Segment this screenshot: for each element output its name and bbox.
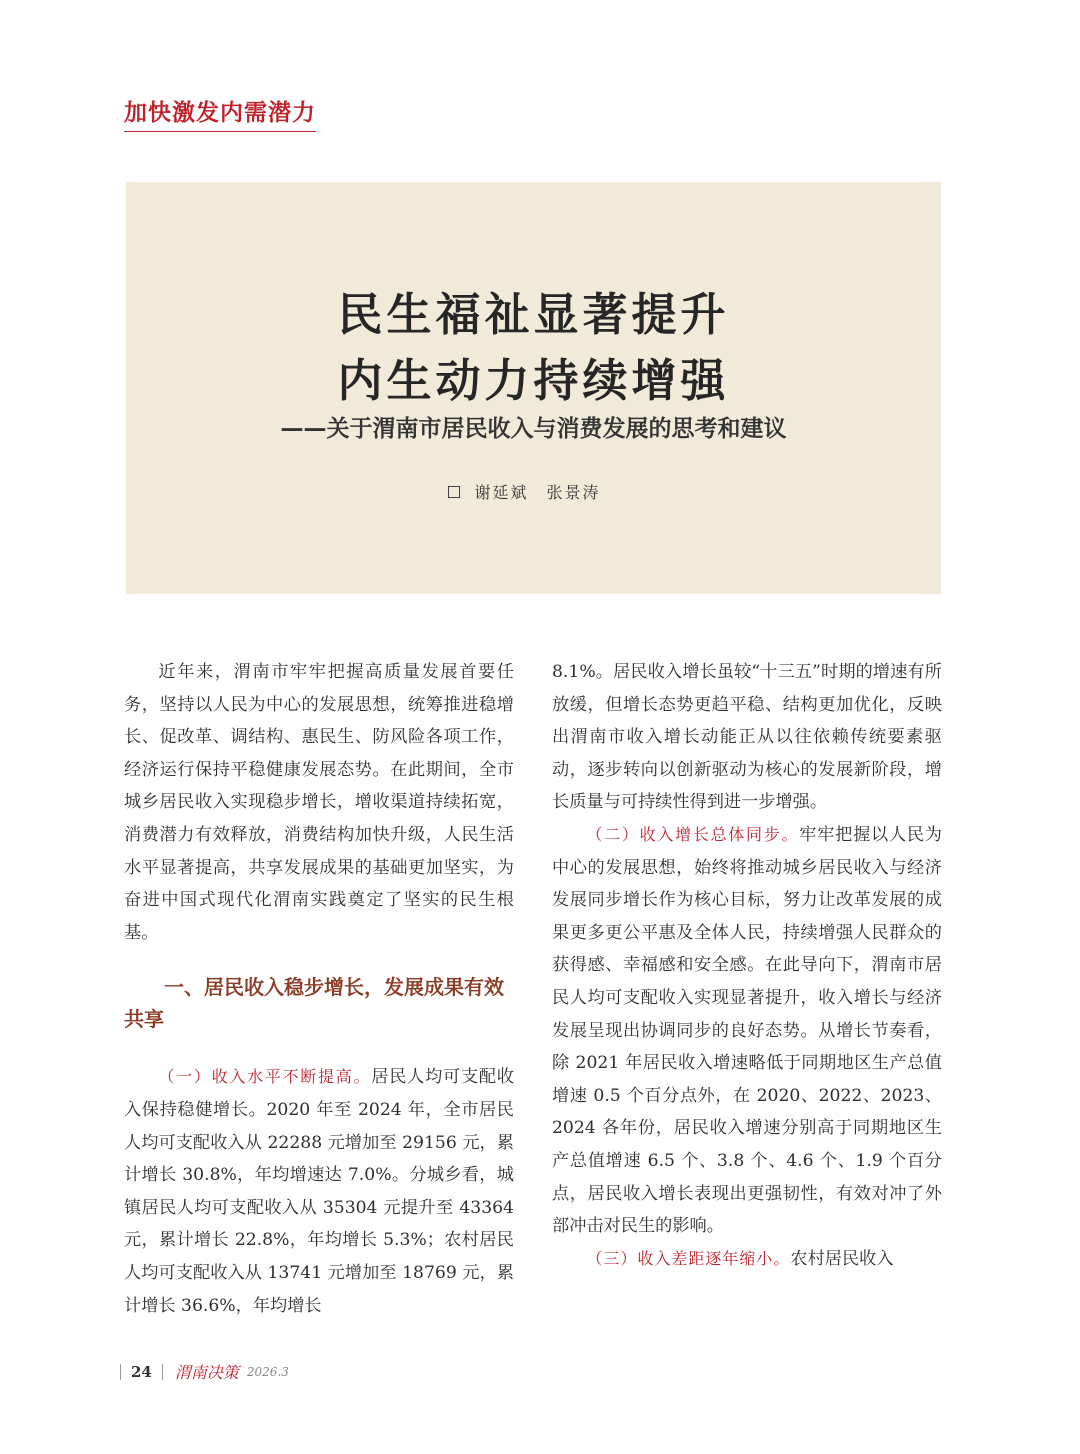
section-heading-1: 一、居民收入稳步增长，发展成果有效共享 (124, 975, 504, 1032)
subsection-2-label: （二）收入增长总体同步。 (586, 824, 800, 844)
page-footer (120, 1360, 289, 1383)
article-title-line1: 民生福祉显著提升 (337, 288, 730, 341)
subsection-3-text: 农村居民收入 (790, 1248, 894, 1269)
subsection-2-paragraph (552, 819, 942, 1243)
continued-paragraph: 8.1%。居民收入增长虽较“十三五”时期的增速有所放缓，但增长态势更趋平稳、结构更加优化，反映出渭南市收入增长动能正从以往依赖传统要素驱动，逐步转向以创新驱动为核心的发展新阶段，增长质量与可持续性得到进一步增强。 (552, 662, 942, 813)
author-name: 谢延斌 (474, 483, 529, 502)
subsection-3-label: （三）收入差距逐年缩小。 (586, 1248, 791, 1268)
article-subtitle: ——关于渭南市居民收入与消费发展的思考和建议 (280, 416, 787, 442)
author-name: 张景涛 (546, 483, 601, 502)
subsection-1-label: （一）收入水平不断提高。 (158, 1067, 372, 1087)
article-title-line2: 内生动力持续增强 (337, 354, 730, 407)
page-number: 24 (131, 1362, 152, 1381)
intro-paragraph: 近年来，渭南市牢牢把握高质量发展首要任务，坚持以人民为中心的发展思想，统筹推进稳增长、促改革、调结构、惠民生、防风险各项工作，经济运行保持平稳健康发展态势。在此期间，全市城乡居民收入实现稳步增长，增收渠道持续拓宽，消费潜力有效释放，消费结构加快升级，人民生活水平显著提高，共享发展成果的基础更加坚实，为奋进中国式现代化渭南实践奠定了坚实的民生根基。 (124, 662, 514, 943)
divider (162, 1364, 163, 1380)
divider (120, 1364, 121, 1380)
subsection-3-paragraph (552, 1243, 942, 1276)
subsection-2-text: 牢牢把握以人民为中心的发展思想，始终将推动城乡居民收入与经济发展同步增长作为核心目标，努力让改革发展的成果更多更公平惠及全体人民，持续增强人民群众的获得感、幸福感和安全感。在此导向下，渭南市居民人均可支配收入实现显著提升，收入增长与经济发展呈现出协调同步的良好态势。从增长节奏看，除 2021 年居民收入增速略低于同期地区生产总值增速 0.5 个百分点外，在 2020、2022、2023、2024 各年份，居民收入增速分别高于同期地区生产总值增速 6.5 个、3.8 个、4.6 个、1.9 个百分点，居民收入增长表现出更强韧性，有效对冲了外部冲击对民生的影响。 (552, 824, 942, 1237)
title-box (126, 182, 941, 594)
authors (126, 480, 941, 503)
left-column (124, 656, 514, 1322)
section-tag: 加快激发内需潜力 (124, 94, 316, 132)
subsection-1-text: 居民人均可支配收入保持稳健增长。2020 年至 2024 年，全市居民人均可支配收入从 22288 元增加至 29156 元，累计增长 30.8%，年均增速达 7.0%。分城乡看，城镇居民人均可支配收入从 35304 元提升至 43364 元，累计增长 22.8%，年均增长 5.3%；农村居民人均可支配收入从 13741 元增加至 18769 元，累计增长 36.6%，年均增长 (124, 1067, 514, 1316)
square-bullet-icon (448, 486, 460, 498)
magazine-logo: 渭南决策 (174, 1363, 239, 1382)
right-column (552, 656, 942, 1275)
issue-number: 2026.3 (246, 1364, 289, 1379)
subsection-1-paragraph (124, 1061, 514, 1322)
